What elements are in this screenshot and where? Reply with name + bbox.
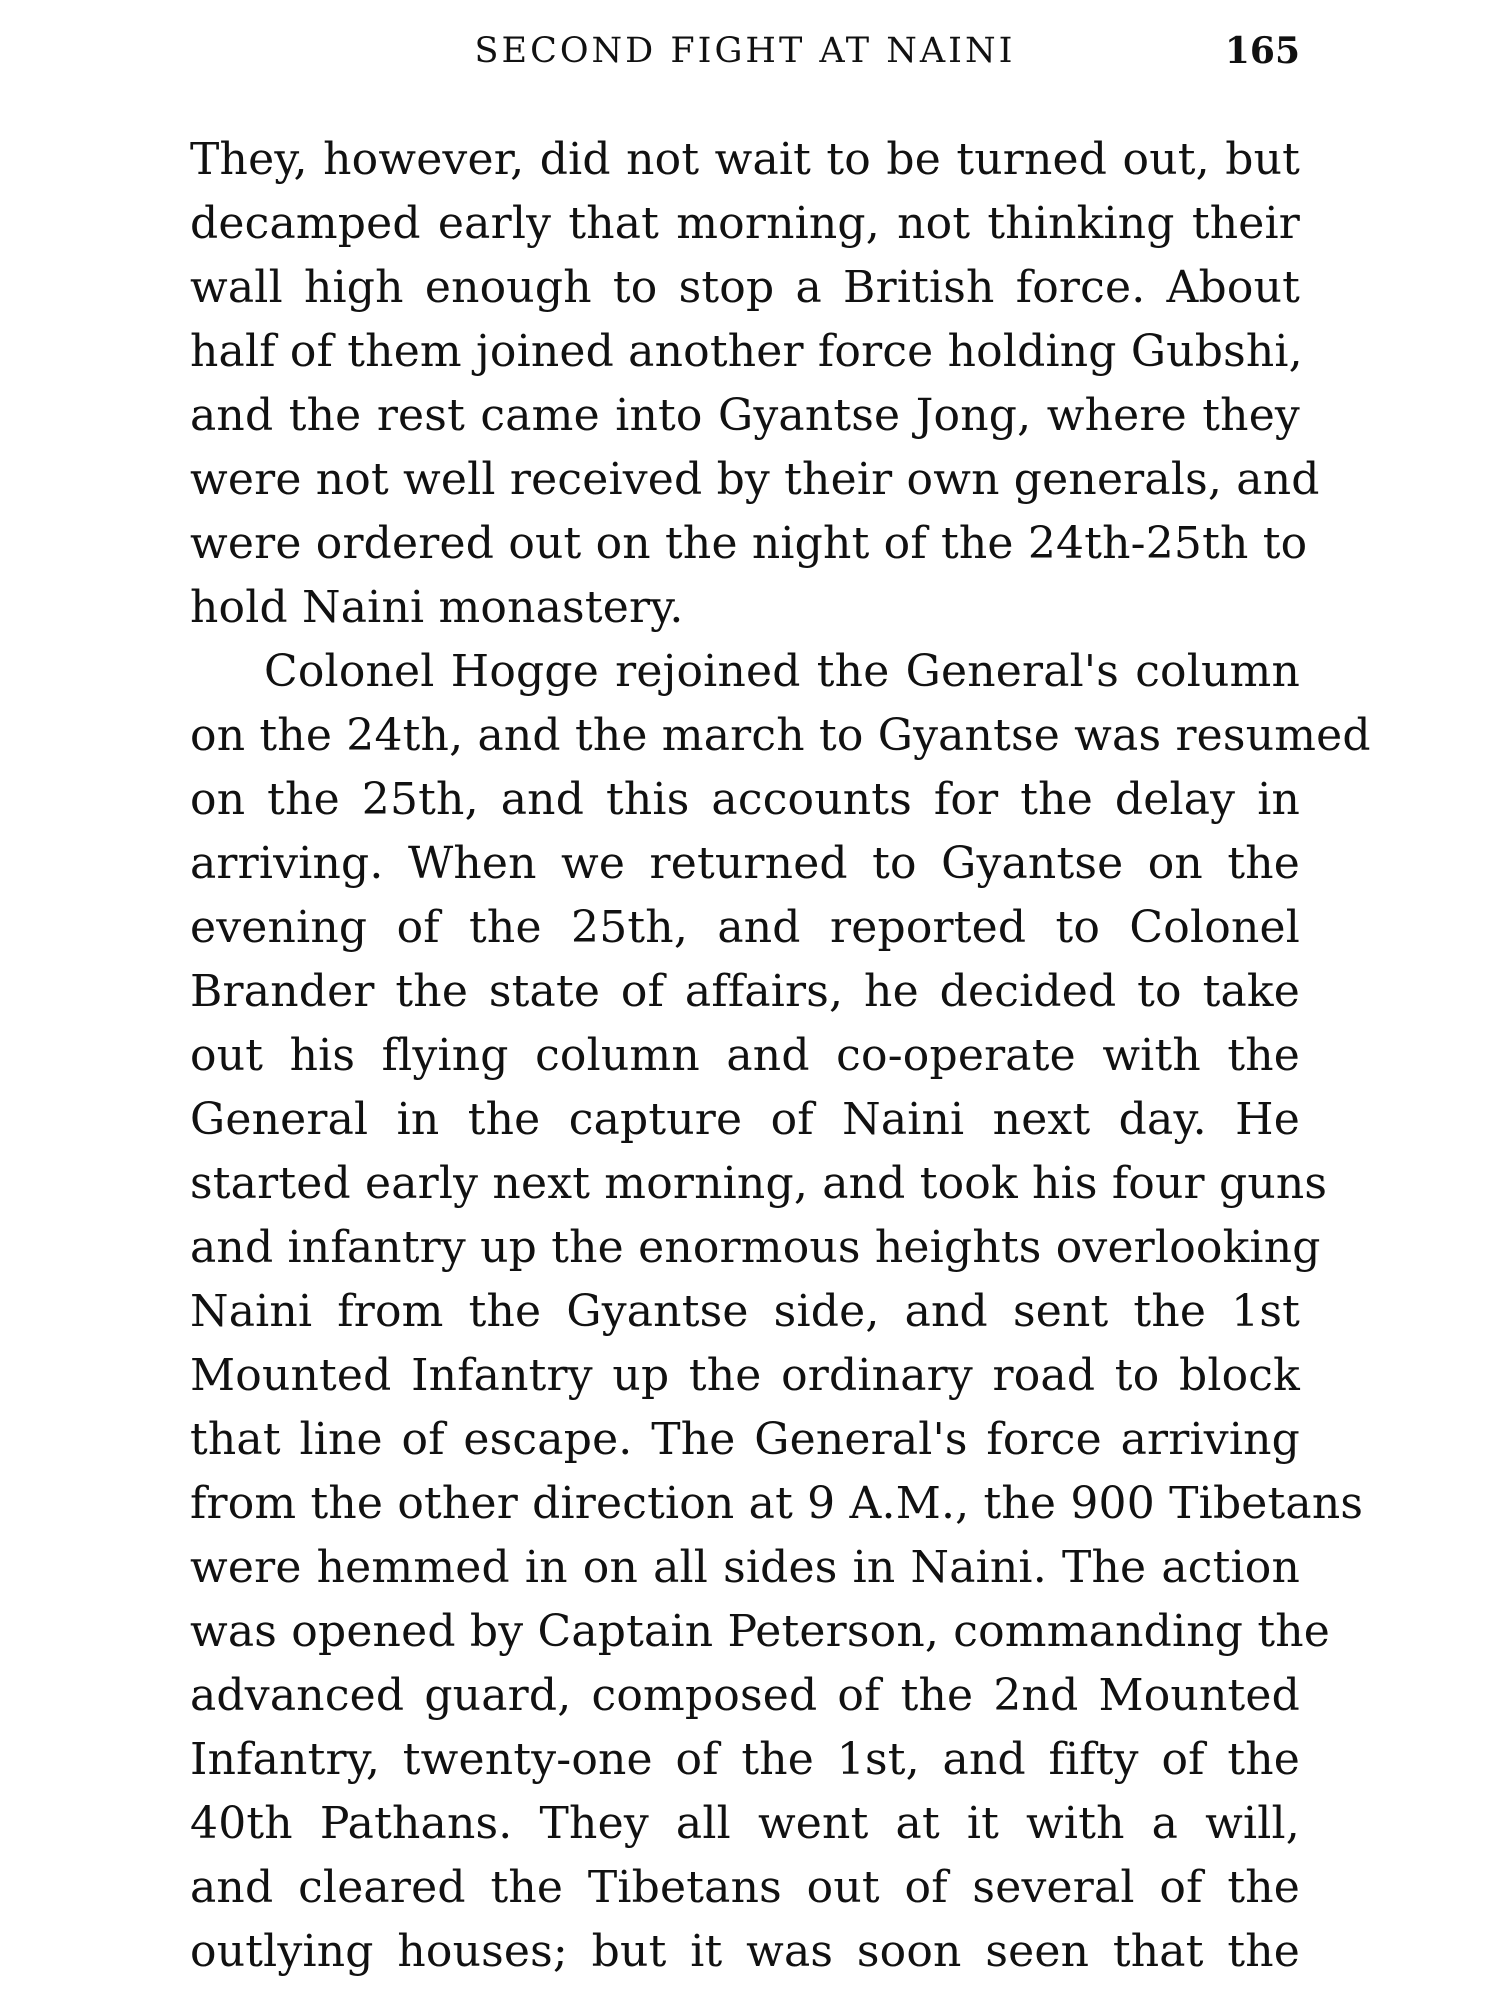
body-text <box>190 128 1371 1984</box>
paragraph-2 <box>190 640 1371 1984</box>
text-line: They, however, did not wait to be turned out, but <box>190 134 1300 185</box>
text-line: advanced guard, composed of the 2nd Mounted <box>190 1670 1300 1721</box>
text-line: General in the capture of Naini next day. He <box>190 1094 1300 1145</box>
text-line: were ordered out on the night of the 24th-25th to <box>190 518 1308 569</box>
text-line: arriving. When we returned to Gyantse on the <box>190 838 1300 889</box>
text-line: on the 25th, and this accounts for the delay in <box>190 774 1300 825</box>
text-line: and the rest came into Gyantse Jong, where they <box>190 390 1300 441</box>
text-line: Mounted Infantry up the ordinary road to block <box>190 1350 1300 1401</box>
text-line: from the other direction at 9 A.M., the 900 Tibetans <box>190 1478 1364 1529</box>
paragraph-1 <box>190 128 1320 640</box>
text-line: out his flying column and co-operate with the <box>190 1030 1300 1081</box>
text-line: on the 24th, and the march to Gyantse was resumed <box>190 710 1371 761</box>
text-line: Naini from the Gyantse side, and sent the 1st <box>190 1286 1300 1337</box>
text-line: evening of the 25th, and reported to Colonel <box>190 902 1300 953</box>
text-line: were hemmed in on all sides in Naini. The action <box>190 1542 1300 1593</box>
text-line: and cleared the Tibetans out of several of the <box>190 1862 1300 1913</box>
text-line: decamped early that morning, not thinking their <box>190 198 1300 249</box>
text-line: Colonel Hogge rejoined the General's column <box>264 646 1300 697</box>
page-number: 165 <box>1224 30 1300 72</box>
text-line: wall high enough to stop a British force. About <box>190 262 1300 313</box>
text-line: were not well received by their own generals, and <box>190 454 1320 505</box>
text-line: half of them joined another force holding Gubshi, <box>190 326 1303 377</box>
text-line: and infantry up the enormous heights overlooking <box>190 1222 1321 1273</box>
text-line: was opened by Captain Peterson, commanding the <box>190 1606 1331 1657</box>
running-title: SECOND FIGHT AT NAINI <box>474 31 1016 71</box>
text-line: Brander the state of affairs, he decided to take <box>190 966 1300 1017</box>
running-head <box>190 26 1300 76</box>
text-line: hold Naini monastery. <box>190 582 684 633</box>
text-line: that line of escape. The General's force arriving <box>190 1414 1300 1465</box>
text-line: 40th Pathans. They all went at it with a will, <box>190 1798 1300 1849</box>
text-line: started early next morning, and took his four guns <box>190 1158 1328 1209</box>
text-line: outlying houses; but it was soon seen that the <box>190 1926 1300 1977</box>
text-line: Infantry, twenty-one of the 1st, and fifty of the <box>190 1734 1300 1785</box>
